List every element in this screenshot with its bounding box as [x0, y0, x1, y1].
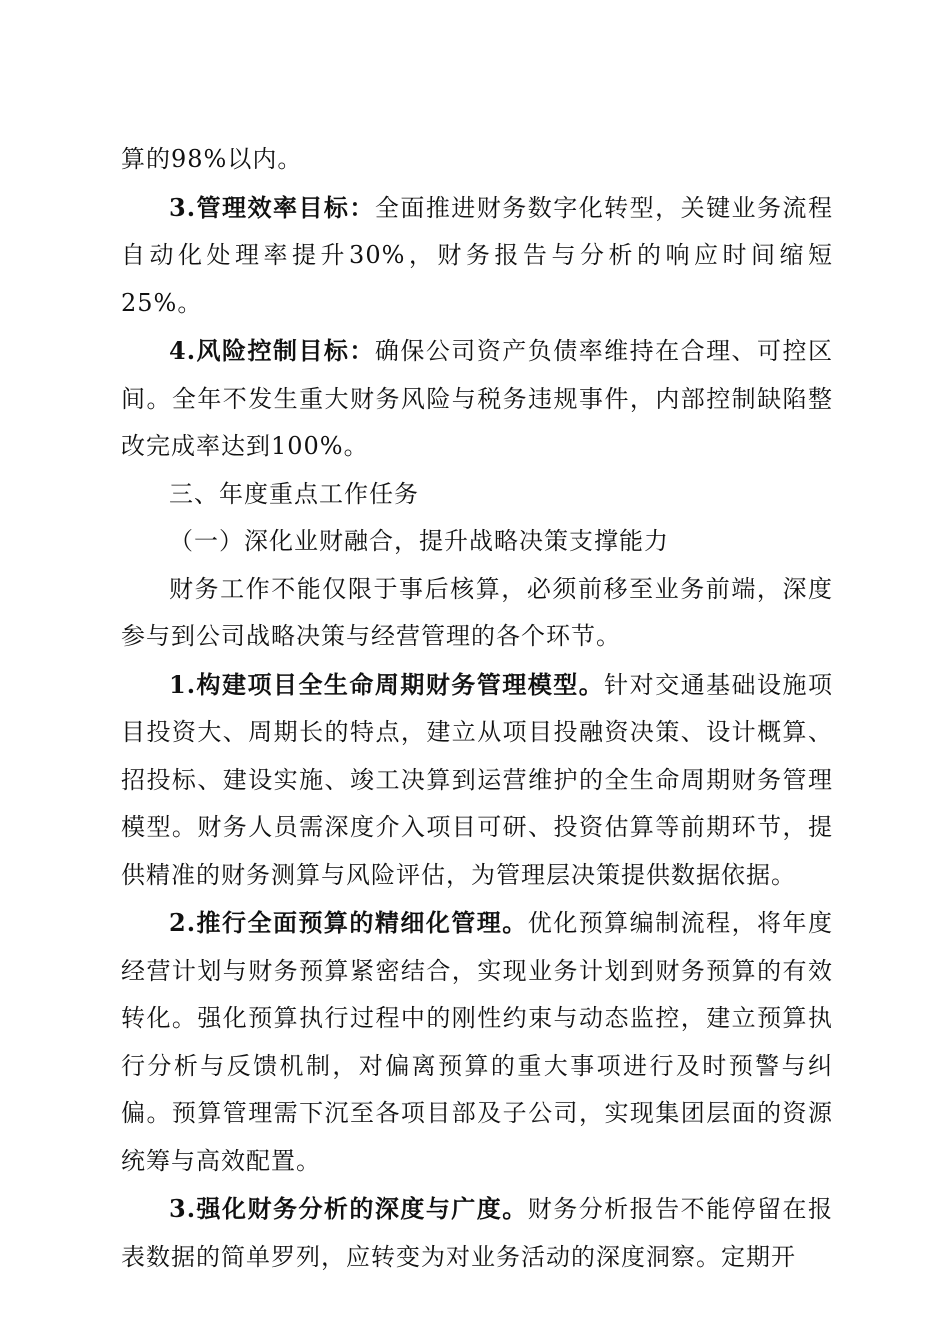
paragraph-lead-title: 3.强化财务分析的深度与广度。: [169, 1194, 528, 1223]
paragraph-intro: [121, 566, 833, 661]
paragraph-text: 优化预算编制流程，将年度经营计划与财务预算紧密结合，实现业务计划到财务预算的有效转化。强化预算执行过程中的刚性约束与动态监控，建立预算执行分析与反馈机制，对偏离预算的重大事项进行及时预警与纠偏。预算管理需下沉至各项目部及子公司，实现集团层面的资源统筹与高效配置。: [121, 909, 834, 1175]
paragraph-lead-title: 4.风险控制目标：: [169, 336, 375, 365]
paragraph-lead-title: 2.推行全面预算的精细化管理。: [169, 908, 528, 937]
section-heading-text: 三、年度重点工作任务: [169, 479, 419, 508]
paragraph-text: 全面推进财务数字化转型，关键业务流程自动化处理率提升30%，财务报告与分析的响应时间缩短25%。: [121, 193, 833, 317]
paragraph-lead-title: 1.构建项目全生命周期财务管理模型。: [169, 669, 605, 699]
paragraph-task-lifecycle-model: [121, 661, 833, 900]
paragraph-text: 财务分析报告不能停留在报表数据的简单罗列，应转变为对业务活动的深度洞察。定期开: [121, 1195, 834, 1271]
paragraph-lead-title: 3.管理效率目标：: [169, 192, 375, 222]
paragraph-task-budget: [121, 899, 833, 1185]
paragraph-goal-risk: [121, 327, 833, 471]
paragraph-task-analysis: [121, 1185, 833, 1281]
section-heading: [121, 471, 833, 519]
paragraph-continuation: [121, 136, 833, 184]
subsection-heading-text: （一）深化业财融合，提升战略决策支撑能力: [169, 527, 669, 555]
paragraph-text: 确保公司资产负债率维持在合理、可控区间。全年不发生重大财务风险与税务违规事件，内部控制缺陷整改完成率达到100%。: [121, 337, 833, 460]
paragraph-text: 算的98%以内。: [121, 145, 303, 173]
document-body: [121, 136, 833, 1281]
paragraph-text: 针对交通基础设施项目投资大、周期长的特点，建立从项目投融资决策、设计概算、招投标、建设实施、竣工决算到运营维护的全生命周期财务管理模型。财务人员需深度介入项目可研、投资估算等前期环节，提供精准的财务测算与风险评估，为管理层决策提供数据依据。: [121, 670, 833, 889]
subsection-heading: [121, 518, 833, 566]
paragraph-goal-efficiency: [121, 184, 833, 328]
paragraph-text: 财务工作不能仅限于事后核算，必须前移至业务前端，深度参与到公司战略决策与经营管理的各个环节。: [121, 574, 833, 650]
